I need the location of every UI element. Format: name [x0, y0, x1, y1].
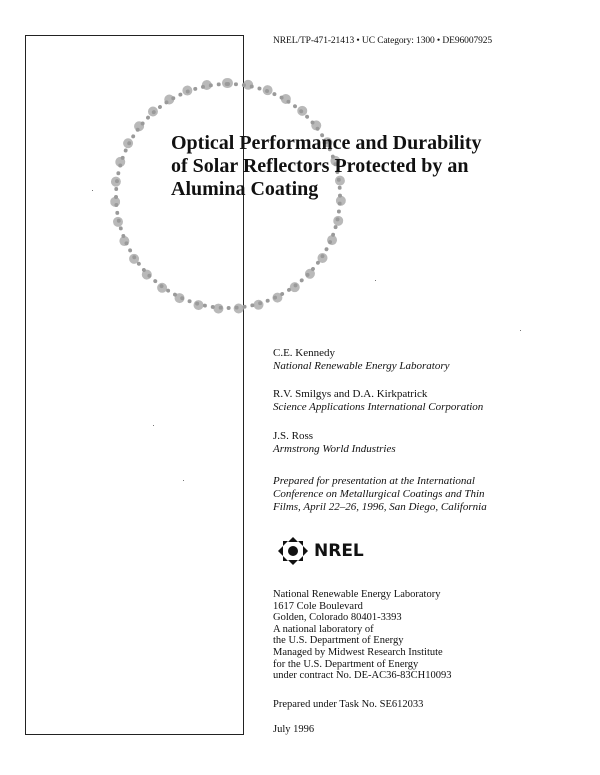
nrel-logo-icon: [274, 536, 312, 566]
nrel-logo: [274, 536, 364, 566]
scan-dot: [375, 280, 376, 281]
author-name: R.V. Smilgys and D.A. Kirkpatrick: [273, 388, 428, 400]
left-vertical-rule: [25, 35, 26, 735]
note-line: Conference on Metallurgical Coatings and Thin: [273, 488, 485, 500]
author-org: Armstrong World Industries: [273, 443, 396, 455]
address-line: 1617 Cole Boulevard: [273, 600, 363, 612]
scan-dot: [183, 480, 184, 481]
task-number: Prepared under Task No. SE612033: [273, 699, 424, 710]
title-line: Alumina Coating: [171, 178, 319, 200]
publication-date: July 1996: [273, 724, 315, 735]
note-line: Prepared for presentation at the International: [273, 475, 475, 487]
address-line: Golden, Colorado 80401-3393: [273, 612, 402, 624]
bottom-left-rule: [25, 734, 243, 735]
scan-dot: [92, 190, 93, 191]
address-line: A national laboratory of: [273, 623, 374, 635]
address-line: National Renewable Energy Laboratory: [273, 589, 441, 600]
address-line: the U.S. Department of Energy: [273, 635, 404, 647]
author-org: Science Applications International Corporation: [273, 401, 484, 413]
author-block-3: [273, 430, 396, 456]
address-line: Managed by Midwest Research Institute: [273, 646, 443, 658]
title-line: Optical Performance and Durability: [171, 132, 482, 154]
note-line: Films, April 22–26, 1996, San Diego, California: [273, 501, 487, 513]
scan-dot: [520, 330, 521, 331]
logo-text: NREL: [314, 541, 364, 561]
author-block-1: [273, 347, 450, 373]
presentation-note: [273, 475, 563, 514]
author-name: C.E. Kennedy: [273, 347, 336, 359]
author-org: National Renewable Energy Laboratory: [273, 360, 450, 372]
address-line: under contract No. DE-AC36-83CH10093: [273, 670, 452, 682]
scan-dot: [153, 425, 154, 426]
lab-address: [273, 589, 451, 682]
address-line: for the U.S. Department of Energy: [273, 658, 419, 670]
document-title: [171, 132, 571, 201]
author-name: J.S. Ross: [273, 430, 314, 442]
title-line: of Solar Reflectors Protected by an: [171, 155, 469, 177]
top-left-rule: [25, 35, 243, 36]
report-id: NREL/TP-471-21413 • UC Category: 1300 • DE96007925: [273, 36, 493, 46]
author-block-2: [273, 388, 483, 414]
